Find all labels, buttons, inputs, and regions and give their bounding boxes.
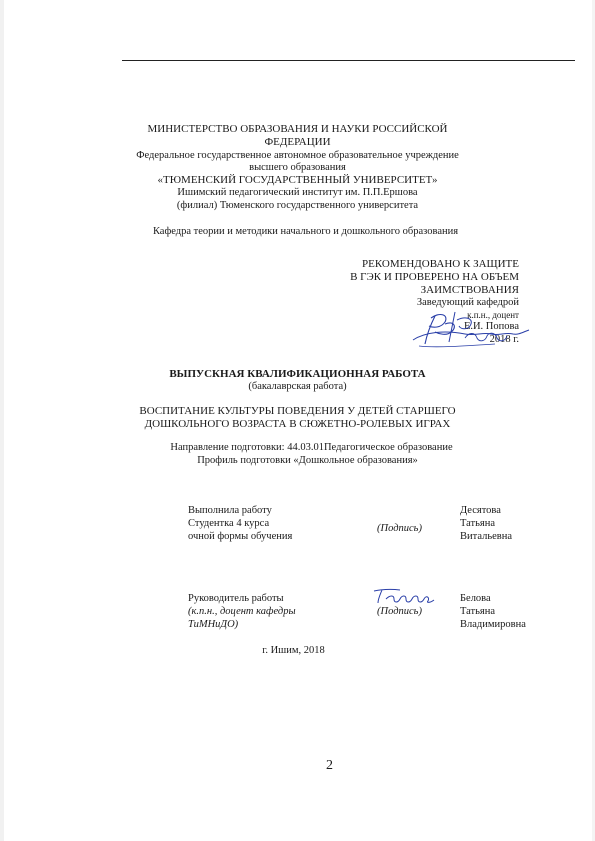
supervisor-degree: (к.п.н., доцент кафедры [188,606,296,617]
approval-date: 2018 г. [489,334,519,345]
work-title-line2: ДОШКОЛЬНОГО ВОЗРАСТА В СЮЖЕТНО-РОЛЕВЫХ ИГРАХ [144,418,451,430]
header-ministry: МИНИСТЕРСТВО ОБРАЗОВАНИЯ И НАУКИ РОССИЙСКОЙ [147,123,448,135]
supervisor-firstname: Татьяна [460,606,496,617]
author-patronymic: Витальевна [460,531,513,542]
supervisor-patronymic: Владимировна [460,619,526,630]
supervisor-role: Руководитель работы [188,593,284,604]
author-surname: Десятова [460,505,501,516]
approval-line2: В ГЭК И ПРОВЕРЕНО НА ОБЪЕМ [350,271,519,283]
author-role: Выполнила работу [188,505,272,516]
head-signature-icon [405,302,535,352]
place-year: г. Ишим, 2018 [262,645,325,656]
header-federation: ФЕДЕРАЦИИ [264,136,331,148]
header-education-level: высшего образования [249,162,346,173]
approval-degree: к.п.н., доцент [467,310,519,320]
supervisor-signature-icon [370,585,440,609]
work-subtype: (бакалаврская работа) [248,381,347,392]
study-profile: Профиль подготовки «Дошкольное образования» [197,455,418,466]
department-name: Кафедра теории и методики начального и дошкольного образования [152,226,459,237]
study-direction: Направление подготовки: 44.03.01Педагогическое образование [170,442,453,453]
header-institution-type: Федеральное государственное автономное образовательное учреждение [136,150,459,161]
approval-line1: РЕКОМЕНДОВАНО К ЗАЩИТЕ [362,258,519,270]
header-institute: Ишимский педагогический институт им. П.П.Ершова [177,187,418,198]
header-branch: (филиал) Тюменского государственного университета [176,200,419,211]
supervisor-department: ТиМНиДО) [188,619,239,630]
author-signature-label: (Подпись) [377,523,422,534]
author-form: очной формы обучения [188,531,293,542]
header-university: «ТЮМЕНСКИЙ ГОСУДАРСТВЕННЫЙ УНИВЕРСИТЕТ» [157,174,438,186]
supervisor-surname: Белова [460,593,491,604]
approval-line3: ЗАИМСТВОВАНИЯ [420,284,519,296]
work-title-line1: ВОСПИТАНИЕ КУЛЬТУРЫ ПОВЕДЕНИЯ У ДЕТЕЙ СТАРШЕГО [139,405,456,417]
approval-head-title: Заведующий кафедрой [416,297,519,308]
author-firstname: Татьяна [460,518,496,529]
work-type: ВЫПУСКНАЯ КВАЛИФИКАЦИОННАЯ РАБОТА [169,368,426,380]
author-course: Студентка 4 курса [188,518,270,529]
top-rule [122,60,575,61]
approval-head-name: Е.И. Попова [463,321,519,332]
supervisor-signature-label: (Подпись) [377,606,422,617]
page-number: 2 [326,758,333,773]
